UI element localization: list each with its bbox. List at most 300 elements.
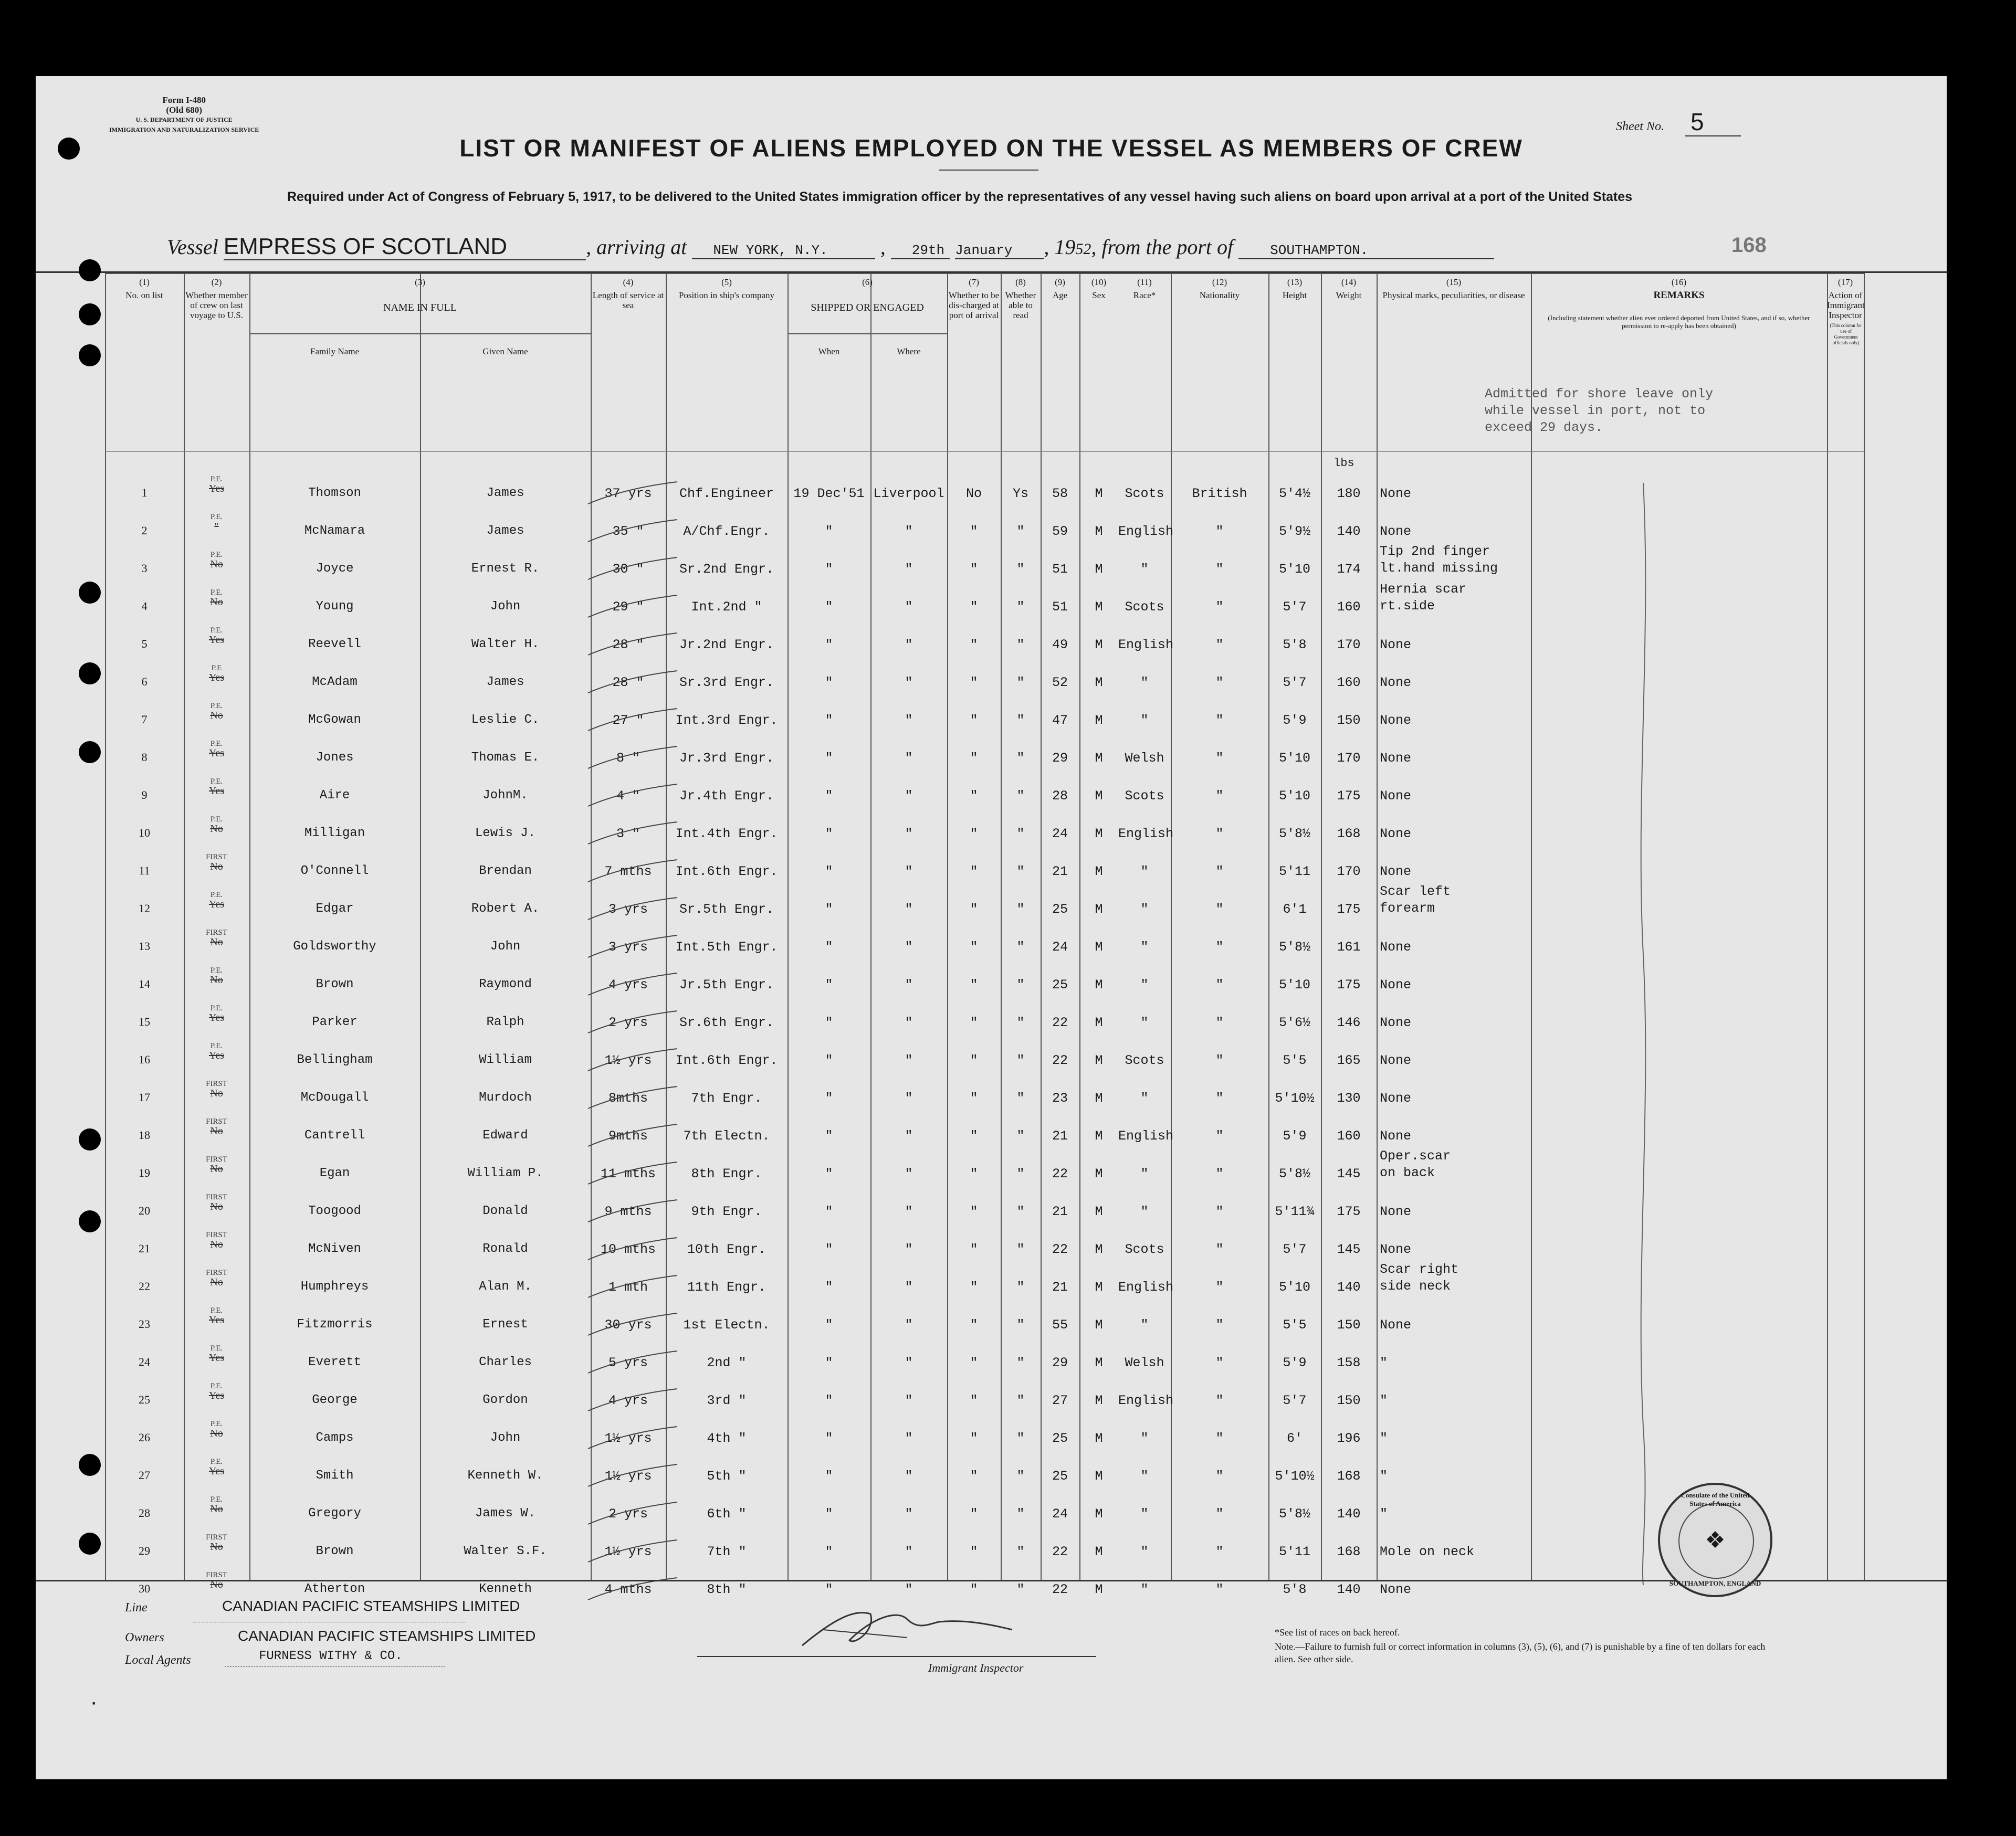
cell-position: 5th " (707, 1469, 747, 1484)
prev-voyage-struck: No (210, 1503, 223, 1515)
cell-when: " (825, 751, 833, 766)
cell-weight: 150 (1337, 1393, 1361, 1408)
cell-given: Murdoch (479, 1091, 532, 1105)
cell-family: McNamara (304, 524, 365, 538)
cell-family: Toogood (308, 1204, 361, 1218)
cell-no: 8 (141, 751, 148, 764)
prev-voyage-mark: P.E. (210, 777, 223, 786)
cell-family: Aire (319, 788, 350, 803)
cell-given: James W. (475, 1506, 536, 1521)
prev-voyage-struck: Yes (208, 747, 225, 759)
cell-age: 22 (1052, 1166, 1068, 1181)
column-label: Nationality (1199, 290, 1240, 300)
cell-family: George (312, 1393, 358, 1407)
cell-marks-line2: lt.hand missing (1380, 561, 1498, 576)
prev-voyage-mark: P.E. (210, 1004, 223, 1012)
inspector-line (697, 1656, 1096, 1657)
old-form-number: (Old 680) (166, 105, 202, 115)
cell-marks: None (1380, 637, 1412, 652)
cell-marks-line2: forearm (1380, 901, 1435, 916)
cell-when: " (825, 1280, 833, 1295)
cell-age: 58 (1052, 486, 1068, 501)
binder-hole (79, 303, 101, 325)
check-mark-icon (578, 893, 682, 925)
check-mark-icon (578, 1498, 682, 1529)
cell-read: Ys (1012, 486, 1028, 501)
cell-age: 49 (1052, 637, 1068, 652)
table-row (105, 813, 1864, 850)
cell-given: Ralph (486, 1015, 524, 1029)
column-label: Length of service at sea (592, 290, 664, 310)
cell-race: Scots (1125, 486, 1164, 501)
agents-field (125, 1649, 403, 1668)
cell-when: " (825, 1393, 833, 1408)
prev-voyage-struck: No (210, 936, 223, 948)
check-mark-icon (578, 1574, 682, 1605)
cell-where: " (905, 599, 913, 615)
cell-family: Jones (316, 751, 354, 765)
cell-prev-voyage (184, 739, 249, 758)
cell-position: Sr.6th Engr. (679, 1015, 774, 1030)
cell-marks: Hernia scar (1380, 582, 1467, 597)
cell-service: 5 yrs (608, 1355, 648, 1370)
cell-position: 3rd " (707, 1393, 747, 1408)
cell-height: 5'10½ (1275, 1469, 1315, 1484)
cell-sex: M (1095, 1053, 1103, 1068)
cell-when: " (825, 1053, 833, 1068)
inspector-note: (This column for use of Government officials only) (1830, 323, 1862, 345)
check-mark-icon (578, 1347, 682, 1378)
cell-no: 1 (141, 486, 148, 499)
cell-nat: " (1215, 1393, 1224, 1408)
from-label: , from the port of (1091, 235, 1234, 259)
cell-read: " (1016, 1166, 1025, 1181)
prev-voyage-struck: No (210, 558, 223, 570)
table-row (105, 1531, 1864, 1568)
cell-family: Milligan (304, 826, 365, 840)
cell-marks: None (1380, 1242, 1412, 1257)
cell-service: 4 yrs (608, 1393, 648, 1408)
cell-read: " (1016, 675, 1025, 690)
column-number: (8) (1015, 277, 1026, 287)
cell-family: Goldsworthy (293, 940, 376, 954)
cell-prev-voyage (184, 512, 249, 531)
table-row (105, 737, 1864, 775)
cell-age: 22 (1052, 1582, 1068, 1597)
cell-family: Fitzmorris (297, 1317, 373, 1332)
table-row (105, 1342, 1864, 1379)
column-label: No. on list (125, 290, 163, 300)
cell-prev-voyage (184, 1381, 249, 1400)
table-row (105, 510, 1864, 548)
cell-height: 5'5 (1283, 1053, 1307, 1068)
cell-sex: M (1095, 1355, 1103, 1370)
line-label: Line (125, 1601, 148, 1615)
cell-disch: " (970, 902, 978, 917)
prev-voyage-mark: FIRST (206, 853, 227, 861)
remarks-statement: Admitted for shore leave only while vessel in port, not to exceed 29 days. (1485, 386, 1714, 435)
cell-given: Ernest R. (471, 562, 540, 576)
column-number: (17) (1838, 277, 1853, 287)
cell-disch: " (970, 562, 978, 577)
column-header (1321, 277, 1377, 300)
binder-hole (79, 1210, 101, 1232)
cell-height: 5'7 (1283, 675, 1307, 690)
cell-read: " (1016, 751, 1025, 766)
prev-voyage-mark: FIRST (206, 1117, 227, 1126)
cell-nat: " (1215, 1506, 1224, 1522)
cell-age: 25 (1052, 1469, 1068, 1484)
prev-voyage-mark: FIRST (206, 1193, 227, 1201)
cell-race: " (1140, 1091, 1149, 1106)
cell-sex: M (1095, 637, 1103, 652)
cell-family: Parker (312, 1015, 358, 1029)
cell-race: English (1118, 637, 1174, 652)
cell-no: 14 (139, 977, 150, 990)
cell-disch: " (970, 1506, 978, 1522)
column-label: Sex (1092, 290, 1106, 300)
prev-voyage-struck: Yes (208, 1352, 225, 1364)
cell-age: 51 (1052, 562, 1068, 577)
cell-no: 24 (139, 1355, 150, 1368)
prev-voyage-struck: No (210, 1239, 223, 1250)
agents-underline (225, 1666, 445, 1667)
check-mark-icon (578, 1044, 682, 1076)
cell-when: " (825, 1242, 833, 1257)
cell-weight: 160 (1337, 1128, 1361, 1144)
column-label: Height (1282, 290, 1307, 300)
cell-disch: " (970, 1128, 978, 1144)
column-header (591, 277, 666, 310)
cell-race: " (1140, 1431, 1149, 1446)
cell-nat: " (1215, 1355, 1224, 1370)
cell-given: James (486, 524, 524, 538)
check-mark-icon (578, 780, 682, 811)
cell-service: 8mths (608, 1091, 648, 1106)
cell-nat: " (1215, 1582, 1224, 1597)
check-mark-icon (578, 667, 682, 698)
cell-race: " (1140, 1544, 1149, 1559)
cell-disch: " (970, 1204, 978, 1219)
cell-marks: " (1380, 1469, 1388, 1484)
cell-disch: " (970, 1431, 978, 1446)
prev-voyage-mark: FIRST (206, 1269, 227, 1277)
cell-age: 22 (1052, 1544, 1068, 1559)
cell-sex: M (1095, 788, 1103, 804)
cell-disch: " (970, 788, 978, 804)
check-mark-icon (578, 931, 682, 963)
cell-given: James (486, 675, 524, 689)
cell-read: " (1016, 637, 1025, 652)
prev-voyage-mark: P.E. (210, 626, 223, 635)
cell-height: 5'7 (1283, 599, 1307, 615)
check-mark-icon (578, 1460, 682, 1492)
cell-prev-voyage (184, 815, 249, 833)
cell-race: English (1118, 524, 1174, 539)
cell-position: Int.5th Engr. (675, 940, 778, 955)
cell-read: " (1016, 599, 1025, 615)
cell-race: " (1140, 940, 1149, 955)
cell-no: 3 (141, 562, 148, 575)
column-label: SHIPPED OR ENGAGED (811, 302, 924, 313)
remarks-note: (Including statement whether alien ever ordered deported from United States, and if so, whether permission to re-apply has been obtained) (1548, 314, 1810, 330)
column-label: Whether to be dis-charged at port of arrival (948, 290, 1000, 320)
prev-voyage-mark: P.E. (210, 1420, 223, 1428)
cell-service: 29 " (612, 599, 644, 615)
cell-read: " (1016, 1280, 1025, 1295)
stamp-number: 168 (1731, 234, 1767, 257)
prev-voyage-mark: FIRST (206, 928, 227, 937)
cell-prev-voyage (184, 1193, 249, 1211)
cell-prev-voyage (184, 1079, 249, 1098)
cell-position: 2nd " (707, 1355, 747, 1370)
cell-read: " (1016, 1091, 1025, 1106)
cell-given: Robert A. (471, 902, 540, 916)
cell-height: 5'10 (1278, 562, 1310, 577)
column-header (249, 277, 591, 313)
column-number: (7) (969, 277, 979, 287)
table-row (105, 1493, 1864, 1531)
check-mark-icon (578, 553, 682, 585)
column-number: (13) (1287, 277, 1303, 287)
cell-height: 5'9 (1283, 1355, 1307, 1370)
cell-when: " (825, 637, 833, 652)
cell-weight: 180 (1337, 486, 1361, 501)
cell-given: Donald (482, 1204, 528, 1218)
departure-port: SOUTHAMPTON. (1238, 242, 1494, 259)
prev-voyage-mark: FIRST (206, 1571, 227, 1579)
cell-height: 5'10 (1278, 788, 1310, 804)
cell-marks: None (1380, 788, 1412, 804)
cell-age: 21 (1052, 1204, 1068, 1219)
subheader-family: Family Name (310, 346, 359, 356)
cell-age: 28 (1052, 788, 1068, 804)
cell-disch: " (970, 1469, 978, 1484)
column-label: REMARKS (1653, 290, 1705, 301)
cell-family: Young (316, 599, 354, 614)
prev-voyage-struck: No (210, 823, 223, 835)
cell-given: Kenneth W. (467, 1469, 543, 1483)
prev-voyage-struck: No (210, 1125, 223, 1137)
check-mark-icon (578, 856, 682, 887)
cell-when: " (825, 562, 833, 577)
cell-position: Int.6th Engr. (675, 864, 778, 879)
cell-read: " (1016, 977, 1025, 993)
cell-prev-voyage (184, 588, 249, 607)
cell-position: Sr.2nd Engr. (679, 562, 774, 577)
cell-nat: " (1215, 1544, 1224, 1559)
cell-weight: 170 (1337, 751, 1361, 766)
check-mark-icon (578, 1271, 682, 1303)
column-label: Whether member of crew on last voyage to U.S. (185, 290, 248, 320)
cell-weight: 168 (1337, 1469, 1361, 1484)
subheader-rule (788, 333, 947, 334)
check-mark-icon (578, 1385, 682, 1416)
binder-hole (79, 259, 101, 281)
cell-no: 22 (139, 1280, 150, 1293)
cell-read: " (1016, 1128, 1025, 1144)
cell-family: O'Connell (300, 864, 369, 878)
arriving-label: , arriving at (586, 235, 687, 259)
binder-hole (79, 1533, 101, 1555)
cell-when: " (825, 1166, 833, 1181)
prev-voyage-struck: No (210, 974, 223, 986)
cell-no: 15 (139, 1015, 150, 1028)
cell-read: " (1016, 1242, 1025, 1257)
cell-where: " (905, 864, 913, 879)
cell-prev-voyage (184, 1004, 249, 1022)
cell-prev-voyage (184, 966, 249, 985)
cell-read: " (1016, 1544, 1025, 1559)
sheet-number (1616, 108, 1741, 136)
cell-no: 30 (139, 1582, 150, 1595)
cell-age: 25 (1052, 1431, 1068, 1446)
cell-weight: 140 (1337, 1582, 1361, 1597)
cell-where: " (905, 826, 913, 841)
cell-height: 5'10 (1278, 1280, 1310, 1295)
check-mark-icon (578, 1158, 682, 1189)
cell-prev-voyage (184, 1344, 249, 1363)
cell-disch: " (970, 1355, 978, 1370)
cell-height: 5'10 (1278, 751, 1310, 766)
cell-family: Humphreys (300, 1280, 369, 1294)
cell-where: " (905, 1393, 913, 1408)
cell-nat: " (1215, 1166, 1224, 1181)
cell-disch: " (970, 977, 978, 993)
column-header (1827, 277, 1864, 320)
cell-where: " (905, 788, 913, 804)
prev-voyage-mark: P.E. (210, 1495, 223, 1504)
cell-position: Chf.Engineer (679, 486, 774, 501)
cell-service: 2 yrs (608, 1015, 648, 1030)
cell-nat: " (1215, 1469, 1224, 1484)
cell-nat: " (1215, 1431, 1224, 1446)
cell-service: 3 yrs (608, 940, 648, 955)
column-header (105, 277, 184, 300)
cell-position: 9th Engr. (691, 1204, 762, 1219)
cell-height: 5'5 (1283, 1317, 1307, 1333)
cell-given: James (486, 486, 524, 500)
check-mark-icon (578, 1536, 682, 1567)
cell-marks: None (1380, 1015, 1412, 1030)
inspector-label: Immigrant Inspector (928, 1661, 1024, 1674)
remarks-text (1485, 386, 1731, 436)
cell-nat: " (1215, 637, 1224, 652)
cell-sex: M (1095, 1544, 1103, 1559)
cell-family: Thomson (308, 486, 361, 500)
cell-where: " (905, 1582, 913, 1597)
cell-position: 10th Engr. (687, 1242, 766, 1257)
column-number: (12) (1212, 277, 1227, 287)
year-suffix: 52 (1075, 240, 1091, 258)
cell-family: Brown (316, 977, 354, 991)
prev-voyage-struck: Yes (208, 1465, 225, 1477)
cell-race: Scots (1125, 1242, 1164, 1257)
binder-hole (79, 662, 101, 684)
cell-sex: M (1095, 1128, 1103, 1144)
cell-service: 4 mths (604, 1582, 652, 1597)
page-title: LIST OR MANIFEST OF ALIENS EMPLOYED ON THE VESSEL AS MEMBERS OF CREW (459, 134, 1523, 162)
cell-race: English (1118, 1128, 1174, 1144)
table-row (105, 1115, 1864, 1153)
prev-voyage-struck: Yes (208, 1314, 225, 1326)
column-number: (11) (1137, 277, 1152, 287)
prev-voyage-struck: No (210, 1163, 223, 1175)
cell-marks: " (1380, 1506, 1388, 1522)
cell-age: 23 (1052, 1091, 1068, 1106)
cell-family: McDougall (300, 1091, 369, 1105)
owners-label: Owners (125, 1631, 164, 1644)
cell-disch: No (965, 486, 982, 501)
cell-disch: " (970, 1053, 978, 1068)
cell-sex: M (1095, 1393, 1103, 1408)
cell-no: 10 (139, 826, 150, 839)
cell-height: 6'1 (1283, 902, 1307, 917)
cell-family: Cantrell (304, 1128, 365, 1143)
cell-family: Joyce (316, 562, 354, 576)
prev-voyage-struck: Yes (208, 634, 225, 646)
cell-no: 27 (139, 1469, 150, 1482)
cell-weight: 175 (1337, 1204, 1361, 1219)
cell-sex: M (1095, 977, 1103, 993)
cell-read: " (1016, 1469, 1025, 1484)
cell-read: " (1016, 713, 1025, 728)
prev-voyage-struck: No (210, 1428, 223, 1439)
cell-family: Edgar (316, 902, 354, 916)
cell-weight: 140 (1337, 1506, 1361, 1522)
cell-where: " (905, 1128, 913, 1144)
cell-race: " (1140, 562, 1149, 577)
cell-weight: 170 (1337, 864, 1361, 879)
cell-disch: " (970, 713, 978, 728)
cell-no: 19 (139, 1166, 150, 1179)
cell-no: 21 (139, 1242, 150, 1255)
cell-no: 29 (139, 1544, 150, 1557)
cell-when: " (825, 599, 833, 615)
owners-value: CANADIAN PACIFIC STEAMSHIPS LIMITED (238, 1628, 536, 1644)
cell-prev-voyage (184, 701, 249, 720)
cell-where: " (905, 1053, 913, 1068)
cell-disch: " (970, 1166, 978, 1181)
eagle-icon: ❖ (1705, 1527, 1726, 1553)
cell-race: Scots (1125, 1053, 1164, 1068)
cell-given: Lewis J. (475, 826, 536, 840)
cell-sex: M (1095, 1280, 1103, 1295)
cell-age: 22 (1052, 1242, 1068, 1257)
prev-voyage-struck: Yes (208, 1390, 225, 1401)
cell-where: " (905, 1469, 913, 1484)
page-subtitle: Required under Act of Congress of February 5, 1917, to be delivered to the United States immigration officer by the representatives of any vessel having such aliens on board upon arrival at a port of the United States (287, 189, 1633, 204)
cell-family: Camps (316, 1431, 354, 1445)
check-mark-icon (578, 515, 682, 547)
cell-no: 23 (139, 1317, 150, 1331)
cell-family: Everett (308, 1355, 361, 1369)
cell-sex: M (1095, 940, 1103, 955)
cell-race: " (1140, 1506, 1149, 1522)
cell-no: 20 (139, 1204, 150, 1217)
table-row (105, 1039, 1864, 1077)
cell-given: Walter S.F. (464, 1544, 547, 1558)
prev-voyage-mark: FIRST (206, 1231, 227, 1239)
column-label: Physical marks, peculiarities, or disease (1382, 290, 1525, 300)
prev-voyage-mark: FIRST (206, 1155, 227, 1164)
cell-sex: M (1095, 751, 1103, 766)
cell-height: 5'10½ (1275, 1091, 1315, 1106)
cell-disch: " (970, 675, 978, 690)
cell-no: 13 (139, 940, 150, 953)
cell-service: 2 yrs (608, 1506, 648, 1522)
cell-service: 1½ yrs (604, 1544, 652, 1559)
